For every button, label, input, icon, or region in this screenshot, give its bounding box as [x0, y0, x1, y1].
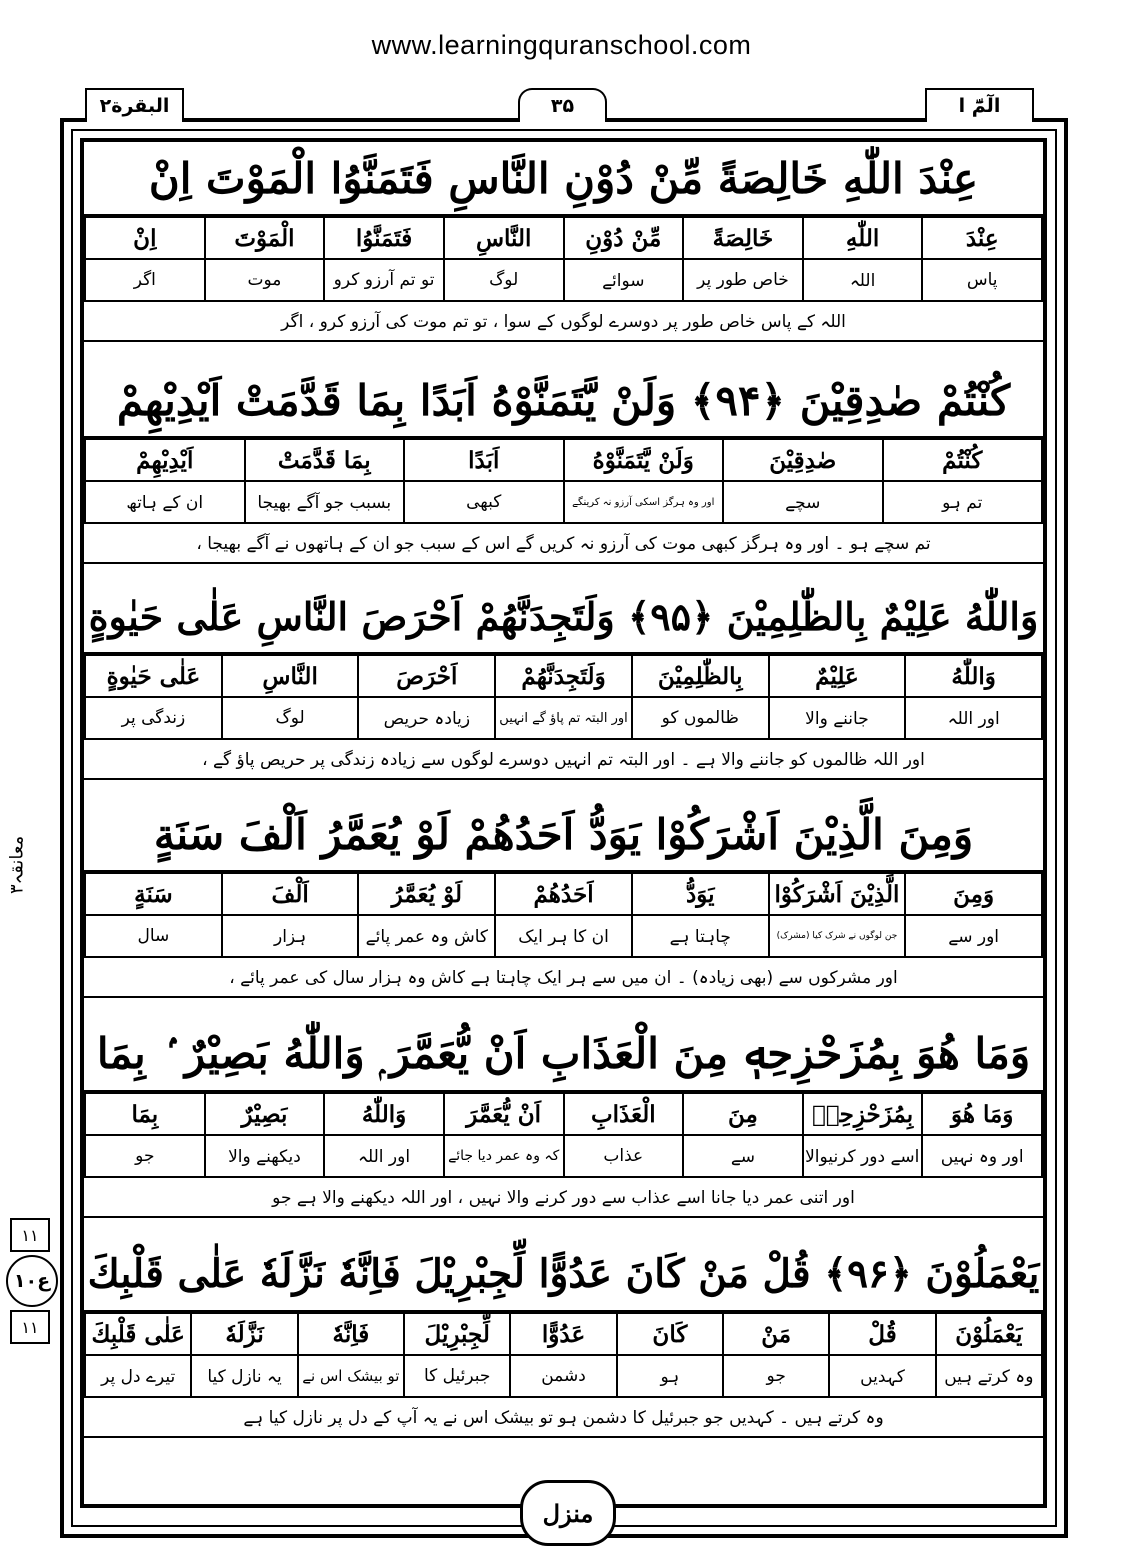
urdu-meaning-cell: اور اللہ	[324, 1135, 444, 1177]
urdu-meaning-cell: اور سے	[905, 915, 1042, 957]
translation-line: اور اتنی عمر دیا جانا اسے عذاب سے دور کرنے والا نہیں ، اور اللہ دیکھنے والا ہے جو	[84, 1178, 1043, 1218]
urdu-meanings-row	[85, 697, 1042, 739]
arabic-word-cell: مِنَ	[683, 1093, 803, 1135]
arabic-word-cell: وَمِنَ	[905, 873, 1042, 915]
urdu-meaning-cell: لوگ	[444, 259, 564, 301]
arabic-word-cell: وَلَنْ يَّتَمَنَّوْهُ	[564, 439, 724, 481]
arabic-word-cell: اللّٰهِ	[803, 217, 923, 259]
urdu-meaning-cell: جو	[85, 1135, 205, 1177]
urdu-meaning-cell: اگر	[85, 259, 205, 301]
surah-label: البقرة٢	[85, 88, 184, 122]
ayah-line: وَمَا هُوَ بِمُزَحْزِحِهٖ مِنَ الْعَذَابِ اَنْ يُّعَمَّرَ ۭ وَاللّٰهُ بَصِيْرٌ ۢ بِمَا	[84, 1018, 1043, 1092]
verse-block	[84, 1018, 1043, 1218]
urdu-meaning-cell: دیکھنے والا	[205, 1135, 325, 1177]
urdu-meanings-row	[85, 1355, 1042, 1397]
margin-note: معانقہ٣	[6, 835, 28, 895]
urdu-meaning-cell: زیادہ حریص	[358, 697, 495, 739]
arabic-word-cell: عَدُوًّا	[510, 1313, 616, 1355]
word-by-word-table	[84, 1312, 1043, 1398]
page-number: ۳۵	[518, 88, 607, 122]
arabic-word-cell: يَعْمَلُوْنَ	[936, 1313, 1042, 1355]
translation-line: اور مشرکوں سے (بھی زیادہ) ۔ ان میں سے ہر ایک چاہتا ہے کاش وہ ہزار سال کی عمر پائے ،	[84, 958, 1043, 998]
urdu-meaning-cell: ان کا ہر ایک	[495, 915, 632, 957]
urdu-meanings-row	[85, 259, 1042, 301]
arabic-word-cell: اِنْ	[85, 217, 205, 259]
urdu-meaning-cell: اور اللہ	[905, 697, 1042, 739]
urdu-meaning-cell: ان کے ہاتھ	[85, 481, 245, 523]
urdu-meaning-cell: یہ نازل کیا	[191, 1355, 297, 1397]
arabic-word-cell: عَلٰى قَلْبِكَ	[85, 1313, 191, 1355]
urdu-meaning-cell: سے	[683, 1135, 803, 1177]
translation-line: وہ کرتے ہیں ۔ کہدیں جو جبرئیل کا دشمن ہو تو بیشک اس نے یہ آپ کے دل پر نازل کیا ہے	[84, 1398, 1043, 1438]
arabic-word-cell: صٰدِقِيْنَ	[723, 439, 883, 481]
arabic-word-cell: اَبَدًا	[404, 439, 564, 481]
urdu-meaning-cell: کہدیں	[829, 1355, 935, 1397]
arabic-word-cell: النَّاسِ	[222, 655, 359, 697]
urdu-meaning-cell: جو	[723, 1355, 829, 1397]
urdu-meaning-cell: اور وہ ہرگز اسکی آرزو نہ کرینگے	[564, 481, 724, 523]
arabic-word-cell: كَانَ	[617, 1313, 723, 1355]
arabic-word-cell: خَالِصَةً	[683, 217, 803, 259]
arabic-word-cell: الَّذِيْنَ اَشْرَكُوْا	[769, 873, 906, 915]
manzil-label: منزل	[520, 1480, 616, 1546]
arabic-word-cell: اَلْفَ	[222, 873, 359, 915]
urdu-meaning-cell: ہزار	[222, 915, 359, 957]
urdu-meanings-row	[85, 481, 1042, 523]
verse-block	[84, 580, 1043, 780]
para-label: الٓمّٓ ا	[925, 88, 1034, 122]
arabic-word-cell: مَنْ	[723, 1313, 829, 1355]
arabic-words-row	[85, 1093, 1042, 1135]
urdu-meaning-cell: بسبب جو آگے بھیجا	[245, 481, 405, 523]
urdu-meaning-cell: زندگی پر	[85, 697, 222, 739]
word-by-word-table	[84, 872, 1043, 958]
urdu-meaning-cell: سال	[85, 915, 222, 957]
verse-block	[84, 364, 1043, 564]
arabic-word-cell: عِنْدَ	[922, 217, 1042, 259]
ayah-line: عِنْدَ اللّٰهِ خَالِصَةً مِّنْ دُوْنِ النَّاسِ فَتَمَنَّوُا الْمَوْتَ اِنْ	[84, 142, 1043, 216]
urdu-meaning-cell: کاش وہ عمر پائے	[358, 915, 495, 957]
arabic-word-cell: بِالظّٰلِمِيْنَ	[632, 655, 769, 697]
urdu-meaning-cell: جاننے والا	[769, 697, 906, 739]
arabic-word-cell: سَنَةٍ	[85, 873, 222, 915]
arabic-word-cell: مِّنْ دُوْنِ	[564, 217, 684, 259]
arabic-word-cell: قُلْ	[829, 1313, 935, 1355]
word-by-word-table	[84, 1092, 1043, 1178]
arabic-word-cell: اَيْدِيْهِمْ	[85, 439, 245, 481]
ayah-line: وَمِنَ الَّذِيْنَ اَشْرَكُوْا يَوَدُّ اَحَدُهُمْ لَوْ يُعَمَّرُ اَلْفَ سَنَةٍ	[84, 798, 1043, 872]
urdu-meaning-cell: خاص طور پر	[683, 259, 803, 301]
urdu-meaning-cell: جن لوگوں نے شرک کیا (مشرک)	[769, 915, 906, 957]
arabic-words-row	[85, 217, 1042, 259]
arabic-word-cell: اَحْرَصَ	[358, 655, 495, 697]
arabic-word-cell: اَنْ يُّعَمَّرَ	[444, 1093, 564, 1135]
urdu-meaning-cell: تیرے دل پر	[85, 1355, 191, 1397]
ruku-count-bottom: ١١	[10, 1310, 50, 1344]
urdu-meaning-cell: کبھی	[404, 481, 564, 523]
arabic-word-cell: وَاللّٰهُ	[324, 1093, 444, 1135]
urdu-meaning-cell: کہ وہ عمر دیا جائے	[444, 1135, 564, 1177]
ruku-marker: ع١٠	[6, 1255, 58, 1307]
arabic-word-cell: بَصِيْرٌ	[205, 1093, 325, 1135]
urdu-meaning-cell: اور وہ نہیں	[922, 1135, 1042, 1177]
verse-block	[84, 798, 1043, 998]
arabic-word-cell: يَوَدُّ	[632, 873, 769, 915]
urdu-meaning-cell: ظالموں کو	[632, 697, 769, 739]
word-by-word-table	[84, 216, 1043, 302]
arabic-word-cell: لِّجِبْرِيْلَ	[404, 1313, 510, 1355]
arabic-words-row	[85, 655, 1042, 697]
arabic-words-row	[85, 873, 1042, 915]
verse-block	[84, 1238, 1043, 1438]
urdu-meaning-cell: تم ہو	[883, 481, 1043, 523]
arabic-word-cell: لَوْ يُعَمَّرُ	[358, 873, 495, 915]
urdu-meaning-cell: ہو	[617, 1355, 723, 1397]
arabic-word-cell: نَزَّلَهٗ	[191, 1313, 297, 1355]
urdu-meaning-cell: جبرئیل کا	[404, 1355, 510, 1397]
urdu-meaning-cell: موت	[205, 259, 325, 301]
urdu-meanings-row	[85, 915, 1042, 957]
arabic-word-cell: وَمَا هُوَ	[922, 1093, 1042, 1135]
urdu-meaning-cell: اللہ	[803, 259, 923, 301]
arabic-word-cell: كُنْتُمْ	[883, 439, 1043, 481]
arabic-words-row	[85, 439, 1042, 481]
ayah-line: يَعْمَلُوْنَ ﴿۹۶﴾ قُلْ مَنْ كَانَ عَدُوًّا لِّجِبْرِيْلَ فَاِنَّهٗ نَزَّلَهٗ عَلٰى قَلْبِكَ	[84, 1238, 1043, 1312]
arabic-word-cell: النَّاسِ	[444, 217, 564, 259]
urdu-meaning-cell: وہ کرتے ہیں	[936, 1355, 1042, 1397]
translation-line: اللہ کے پاس خاص طور پر دوسرے لوگوں کے سوا ، تو تم موت کی آرزو کرو ، اگر	[84, 302, 1043, 342]
ayah-line: كُنْتُمْ صٰدِقِيْنَ ﴿۹۴﴾ وَلَنْ يَّتَمَنَّوْهُ اَبَدًا بِمَا قَدَّمَتْ اَيْدِيْهِمْ	[84, 364, 1043, 438]
urdu-meaning-cell: دشمن	[510, 1355, 616, 1397]
urdu-meaning-cell: تو بیشک اس نے	[298, 1355, 404, 1397]
word-by-word-table	[84, 438, 1043, 524]
urdu-meaning-cell: لوگ	[222, 697, 359, 739]
translation-line: اور اللہ ظالموں کو جاننے والا ہے ۔ اور البتہ تم انہیں دوسرے لوگوں سے زیادہ زندگی پر حریص پاؤ گے ،	[84, 740, 1043, 780]
website-url: www.learningquranschool.com	[371, 30, 752, 60]
urdu-meaning-cell: سوائے	[564, 259, 684, 301]
urdu-meaning-cell: تو تم آرزو کرو	[324, 259, 444, 301]
arabic-word-cell: الْعَذَابِ	[564, 1093, 684, 1135]
arabic-word-cell: وَلَتَجِدَنَّهُمْ	[495, 655, 632, 697]
urdu-meaning-cell: اسے دور کرنیوالا	[803, 1135, 923, 1177]
arabic-word-cell: بِمُزَحْزِحِهٖ	[803, 1093, 923, 1135]
arabic-word-cell: وَاللّٰهُ	[905, 655, 1042, 697]
ruku-count-top: ١١	[10, 1218, 50, 1252]
word-by-word-table	[84, 654, 1043, 740]
urdu-meanings-row	[85, 1135, 1042, 1177]
urdu-meaning-cell: سچے	[723, 481, 883, 523]
arabic-word-cell: فَاِنَّهٗ	[298, 1313, 404, 1355]
arabic-words-row	[85, 1313, 1042, 1355]
ayah-line: وَاللّٰهُ عَلِيْمٌ بِالظّٰلِمِيْنَ ﴿۹۵﴾ وَلَتَجِدَنَّهُمْ اَحْرَصَ النَّاسِ عَلٰى حَيٰوةٍ	[84, 580, 1043, 654]
urdu-meaning-cell: پاس	[922, 259, 1042, 301]
arabic-word-cell: عَلٰى حَيٰوةٍ	[85, 655, 222, 697]
arabic-word-cell: الْمَوْتَ	[205, 217, 325, 259]
arabic-word-cell: فَتَمَنَّوُا	[324, 217, 444, 259]
arabic-word-cell: اَحَدُهُمْ	[495, 873, 632, 915]
urdu-meaning-cell: اور البتہ تم پاؤ گے انہیں	[495, 697, 632, 739]
urdu-meaning-cell: عذاب	[564, 1135, 684, 1177]
urdu-meaning-cell: چاہتا ہے	[632, 915, 769, 957]
arabic-word-cell: بِمَا	[85, 1093, 205, 1135]
arabic-word-cell: بِمَا قَدَّمَتْ	[245, 439, 405, 481]
translation-line: تم سچے ہو ۔ اور وہ ہرگز کبھی موت کی آرزو نہ کریں گے اس کے سبب جو ان کے ہاتھوں نے آگے بھیجا ،	[84, 524, 1043, 564]
arabic-word-cell: عَلِيْمٌ	[769, 655, 906, 697]
verse-block	[84, 142, 1043, 342]
